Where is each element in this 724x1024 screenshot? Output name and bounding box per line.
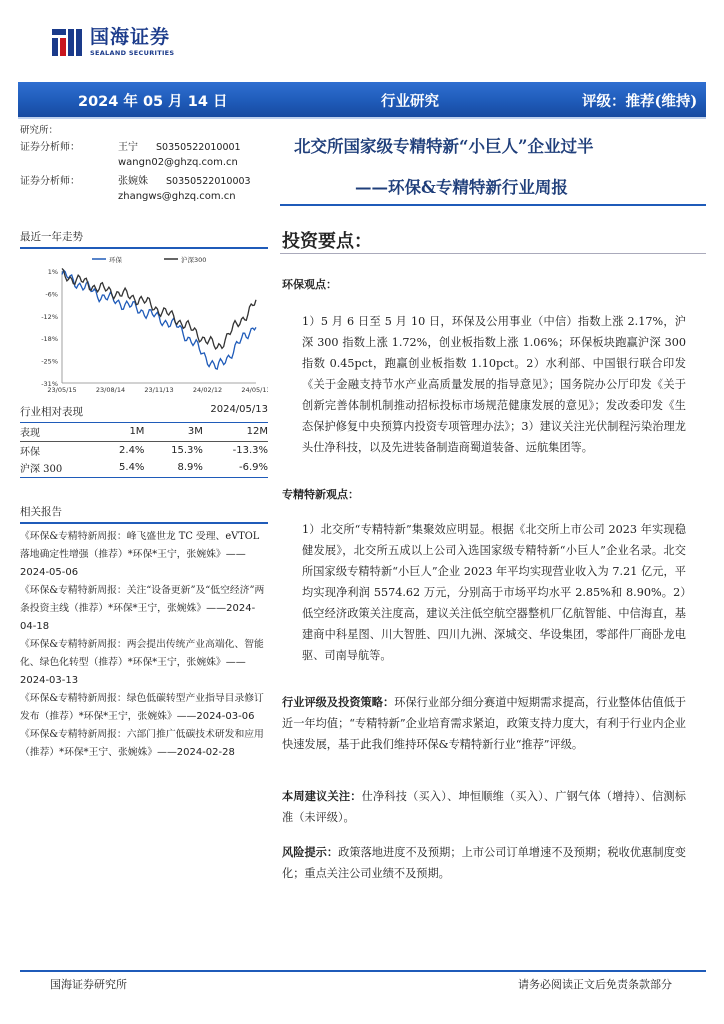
list-item[interactable] bbox=[20, 582, 268, 636]
y-tick-label: -6% bbox=[45, 290, 58, 299]
trend-chart-svg bbox=[20, 249, 268, 399]
list-item[interactable] bbox=[20, 726, 268, 762]
weekly-focus bbox=[282, 786, 686, 828]
y-tick-label: -25% bbox=[41, 357, 58, 366]
report-subtitle: ——环保&专精特新行业周报 bbox=[355, 178, 568, 197]
report-date: 2024 年 05 月 14 日 bbox=[78, 94, 228, 110]
report-rating: 评级：推荐(维持) bbox=[582, 93, 698, 110]
analyst-email[interactable]: zhangws@ghzq.com.cn bbox=[118, 191, 236, 202]
report-text: 《环保&专精特新周报：六部门推广低碳技术研发和应用（推荐）*环保*王宁、张婉姝》—— bbox=[20, 728, 264, 758]
perf-title: 行业相对表现 bbox=[20, 406, 83, 418]
institute-label: 研究所： bbox=[20, 125, 59, 136]
report-date: 2024-03-06 bbox=[196, 710, 255, 722]
perf-date: 2024/05/13 bbox=[210, 404, 268, 415]
report-date: ——2024-03-13 bbox=[20, 656, 246, 686]
footer-institute: 国海证券研究所 bbox=[50, 978, 127, 991]
x-tick-label: 24/05/13 bbox=[241, 386, 268, 394]
related-reports bbox=[20, 528, 268, 762]
analyst-row bbox=[20, 174, 268, 189]
perf-header bbox=[20, 404, 268, 423]
list-item[interactable] bbox=[20, 636, 268, 690]
perf-col-header: 表现 bbox=[20, 423, 98, 441]
perf-cell: -13.3% bbox=[232, 444, 268, 456]
perf-cell: 8.9% bbox=[144, 459, 202, 477]
list-item[interactable] bbox=[20, 528, 268, 582]
perf-cell: 环保 bbox=[20, 446, 40, 458]
trend-title: 最近一年走势 bbox=[20, 229, 268, 249]
focus-label: 本周建议关注： bbox=[282, 789, 362, 803]
y-tick-label: -31% bbox=[41, 380, 58, 388]
sealand-logo-icon bbox=[50, 26, 84, 60]
y-tick-label: -12% bbox=[41, 312, 58, 321]
perf-header-row bbox=[20, 423, 268, 441]
perf-col-header: 12M bbox=[203, 423, 268, 441]
report-date: 2024-02-28 bbox=[176, 746, 235, 758]
focus-text: 仕净科技（买入）、坤恒顺维（买入）、广钢气体（增持）、信测标准（未评级）。 bbox=[282, 790, 686, 824]
perf-cell: 沪深 300 bbox=[20, 459, 98, 477]
rating-text: 环保行业部分细分赛道中短期需求提高，行业整体估值低于近一年均值；“专精特新”企业培育需求紧迫，政策支持力度大，有利于行业内企业快速发展，基于此我们维持环保&专精特新行业“推荐”评级。 bbox=[282, 696, 686, 751]
analyst-name: 王宁 bbox=[118, 142, 138, 153]
perf-cell: 5.4% bbox=[98, 459, 145, 477]
trend-chart bbox=[20, 249, 268, 399]
analyst-role: 证券分析师： bbox=[20, 142, 80, 153]
x-tick-label: 23/11/13 bbox=[144, 386, 174, 394]
rating-label: 行业评级及投资策略： bbox=[282, 695, 395, 709]
env-view-text: 1）5 月 6 日至 5 月 10 日，环保及公用事业（中信）指数上涨 2.17%，沪深 300 指数上涨 1.72%，创业板指数上涨 1.06%；环保板块跑赢沪深 300 指数 0.45pct，跑赢创业板指数 1.10pct。2）水利部、中国银行联合印发《关于金融支持节水产业高质量发展的指导意见》；国务院办公厅印发《关于创新完善体制机制推动招标投标市场规范健康发展的意见》；发改委印发《生态保护修复中央预算内投资专项管理办法》；3）建议关注光伏制程污染治理龙头仕净科技，以及先进装备制造商蜀道装备、远航集团等。 bbox=[302, 315, 686, 454]
logo-cn-text: 国海证券 bbox=[90, 26, 171, 48]
x-tick-label: 24/02/12 bbox=[192, 386, 223, 394]
table-row bbox=[20, 441, 268, 459]
analyst-name: 张婉姝 bbox=[118, 176, 148, 187]
company-logo bbox=[50, 26, 174, 60]
report-title: 北交所国家级专精特新“小巨人”企业过半 bbox=[294, 137, 594, 156]
report-date: ——2024-05-06 bbox=[20, 548, 246, 578]
analyst-role: 证券分析师： bbox=[20, 176, 80, 187]
analyst-code: S0350522010001 bbox=[156, 142, 241, 153]
perf-cell: 15.3% bbox=[171, 444, 203, 456]
series-line-hs300 bbox=[62, 268, 256, 349]
series-line-env bbox=[62, 270, 256, 369]
list-item[interactable] bbox=[20, 690, 268, 726]
invest-divider bbox=[280, 253, 706, 254]
legend-label: 环保 bbox=[109, 256, 122, 264]
spec-view-text: 1）北交所“专精特新”集聚效应明显。根据《北交所上市公司 2023 年实现稳健发展》，北交所五成以上公司入选国家级专精特新“小巨人”企业名录。北交所国家级专精特新“小巨人”企业 2023 年平均实现营业收入为 7.21 亿元，平均实现净利润 5574.62 万元，分别高于市场平均水平 2.85%和 8.90%。2）低空经济政策关注度高，建议关注低空航空器整机厂亿航智能、中信海直，基建商中科星图、川大智胜、四川九洲、深城交、华设集团，零部件厂商卧龙电驱、司南导航等。 bbox=[302, 523, 686, 662]
env-view-title: 环保观点： bbox=[282, 278, 337, 291]
risk-label: 风险提示： bbox=[282, 845, 339, 859]
x-tick-label: 23/05/15 bbox=[47, 386, 77, 394]
invest-heading: 投资要点： bbox=[282, 231, 372, 252]
risk-warning bbox=[282, 842, 686, 884]
analyst-row bbox=[20, 140, 268, 155]
report-type: 行业研究 bbox=[381, 93, 439, 110]
analyst-email[interactable]: wangn02@ghzq.com.cn bbox=[118, 157, 238, 168]
header-band bbox=[18, 82, 706, 119]
risk-text: 政策落地进度不及预期；上市公司订单增速不及预期；税收优惠制度变化；重点关注公司业绩不及预期。 bbox=[282, 846, 686, 880]
perf-cell: 2.4% bbox=[119, 444, 145, 456]
x-tick-label: 23/08/14 bbox=[95, 386, 126, 394]
report-text: 《环保&专精特新周报：两会提出传统产业高端化、智能化、绿色化转型（推荐）*环保*王宁，张婉姝》 bbox=[20, 638, 264, 668]
y-tick-label: -18% bbox=[41, 335, 58, 344]
perf-col-header: 1M bbox=[98, 423, 145, 441]
y-tick-label: 1% bbox=[47, 268, 58, 276]
analyst-code: S0350522010003 bbox=[166, 176, 251, 187]
legend-label: 沪深300 bbox=[181, 256, 207, 264]
report-text: 《环保&专精特新周报：绿色低碳转型产业指导目录修订发布（推荐）*环保*王宁，张婉姝》—— bbox=[20, 692, 264, 722]
footer-divider bbox=[20, 970, 706, 972]
rating-strategy bbox=[282, 692, 686, 755]
table-row bbox=[20, 459, 268, 477]
report-text: 《环保&专精特新周报：峰飞盛世龙 TC 受理、eVTOL 落地确定性增强（推荐）*环保*王宁，张婉姝》 bbox=[20, 530, 260, 560]
perf-cell: -6.9% bbox=[203, 459, 268, 477]
report-date: ——2024-04-18 bbox=[20, 602, 256, 632]
perf-table bbox=[20, 423, 268, 478]
reports-title: 相关报告 bbox=[20, 504, 268, 524]
report-text: 《环保&专精特新周报：关注“设备更新”及“低空经济”两条投资主线（推荐）*环保*王宁，张婉姝》 bbox=[20, 584, 265, 614]
left-sidebar bbox=[20, 124, 268, 762]
spec-view-title: 专精特新观点： bbox=[282, 488, 359, 501]
footer-disclaimer: 请务必阅读正文后免责条款部分 bbox=[518, 978, 672, 991]
logo-en-text: SEALAND SECURITIES bbox=[90, 49, 175, 57]
perf-col-header: 3M bbox=[144, 423, 202, 441]
title-divider bbox=[280, 204, 706, 206]
